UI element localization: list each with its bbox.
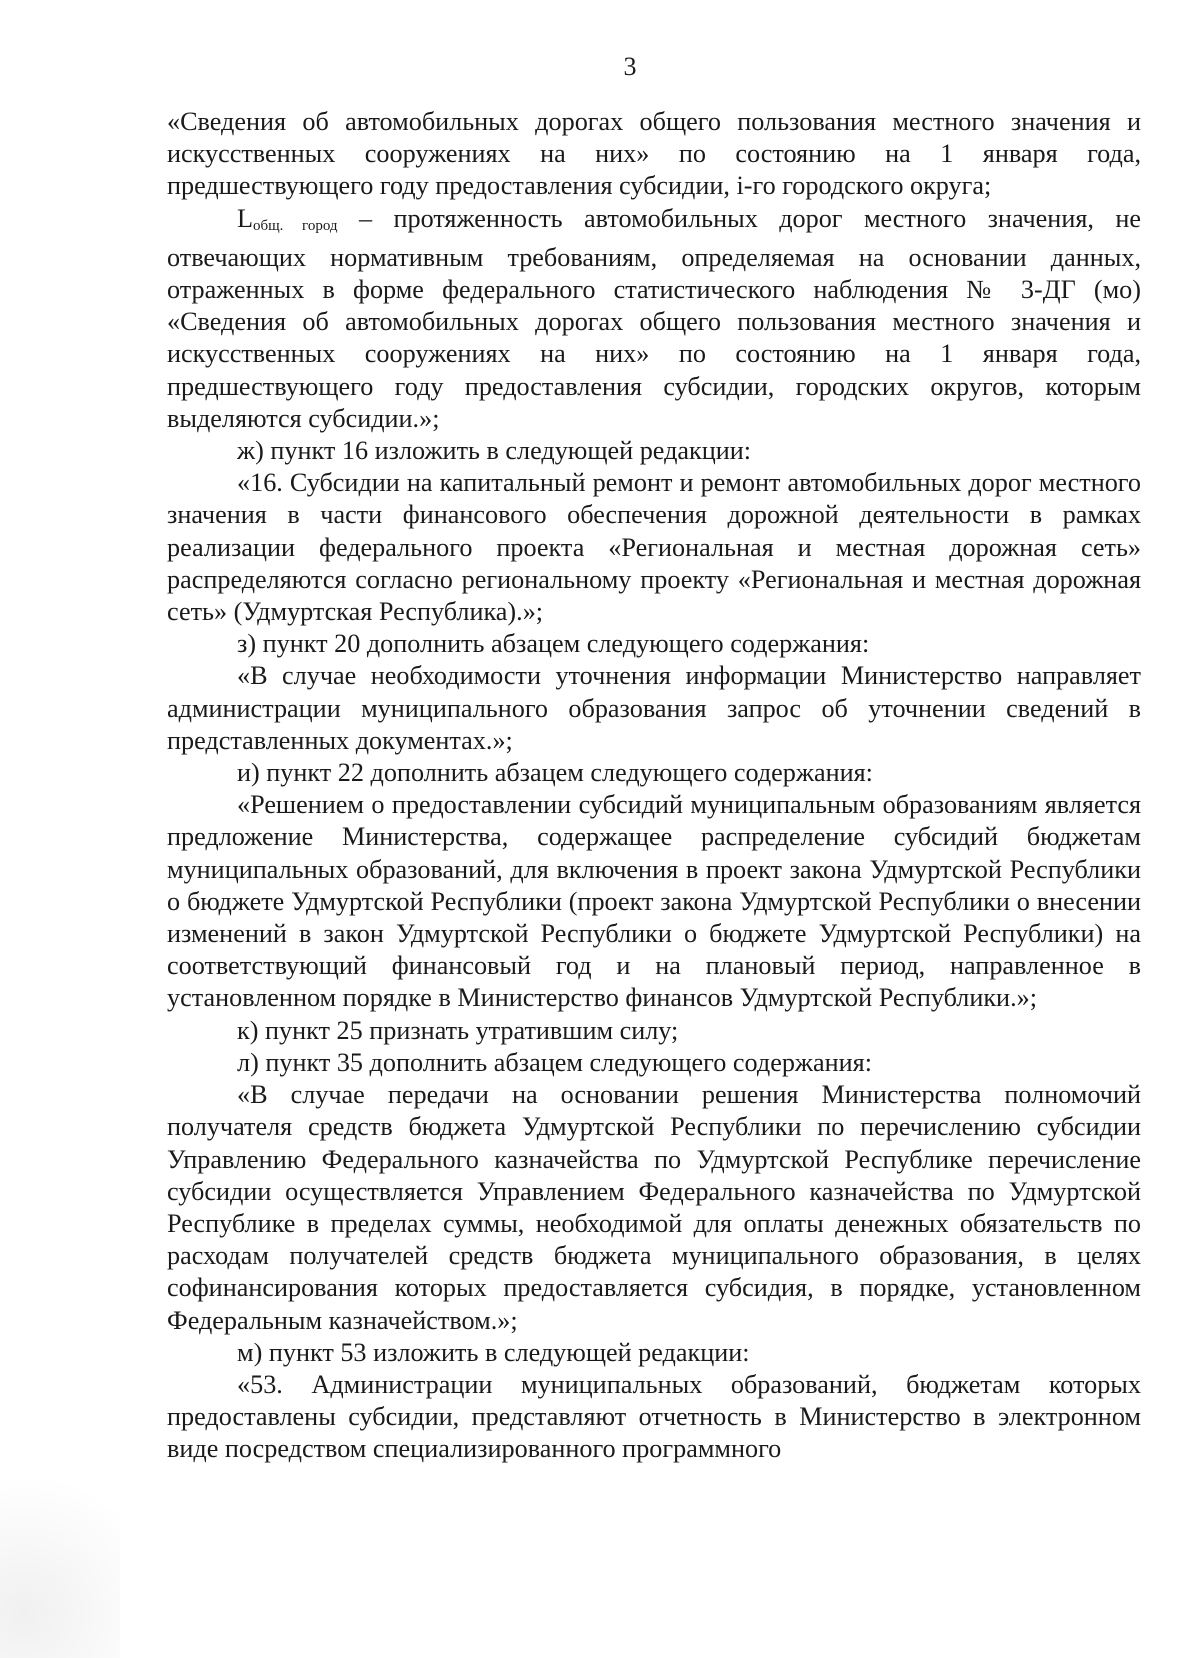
paragraph-5: «В случае необходимости уточнения информации Министерство направляет администрации муниципального образования запрос об уточнении сведений в представленных документах.»; <box>167 661 1141 755</box>
paragraph-8: к) пункт 25 признать утратившим силу; <box>237 1015 679 1045</box>
paragraph-10: «В случае передачи на основании решения Министерства полномочий получателя средств бюджета Удмуртской Республики по перечислению субсидии Управлению Федерального казначейства по Удмуртской Республике перечисление субсидии осуществляется Управлением Федерального казначейства по Удмуртской Республике в пределах суммы, необходимой для оплаты денежных обязательств по расходам получателей средств бюджета муниципального образования, в целях софинансирования которых предоставляется субсидия, в порядке, установленном Федеральным казначейством.»; <box>167 1080 1141 1335</box>
paragraph-6: и) пункт 22 дополнить абзацем следующего содержания: <box>237 758 873 788</box>
paragraph-1: – протяженность автомобильных дорог местного значения, не отвечающих нормативным требованиям, определяемая на основании данных, отраженных в форме федерального статистического наблюдения № 3-ДГ (мо) «Сведения об автомобильных дорогах общего пользования местного значения и искусственных сооружениях на них» по состоянию на 1 января года, предшествующего году предоставления субсидии, городских округов, которым выделяются субсидии.»; <box>167 203 1141 433</box>
paragraph-4: з) пункт 20 дополнить абзацем следующего содержания: <box>237 629 870 659</box>
paragraph-9: л) пункт 35 дополнить абзацем следующего содержания: <box>237 1047 872 1077</box>
paragraph-12: «53. Администрации муниципальных образований, бюджетам которых предоставлены субсидии, представляют отчетность в Министерство в электронном виде посредством специализированного программного <box>167 1369 1141 1464</box>
paragraph-3: «16. Субсидии на капитальный ремонт и ремонт автомобильных дорог местного значения в части финансового обеспечения дорожной деятельности в рамках реализации федерального проекта «Региональная и местная дорожная сеть» распределяются согласно региональному проекту «Региональная и местная дорожная сеть» (Удмуртская Республика).»; <box>167 468 1141 627</box>
page-number: 3 <box>623 52 637 81</box>
scan-artifact <box>0 1438 120 1658</box>
paragraph-7: «Решением о предоставлении субсидий муниципальным образованиям является предложение Министерства, содержащее распределение субсидий бюджетам муниципальных образований, для включения в проект закона Удмуртской Республики о бюджете Удмуртской Республики (проект закона Удмуртской Республики о внесении изменений в закон Удмуртской Республики о бюджете Удмуртской Республики) на соответствующий финансовый год и на плановый период, направленное в установленном порядке в Министерство финансов Удмуртской Республики.»; <box>167 790 1141 1013</box>
document-body <box>167 106 1141 1466</box>
formula-subscript: общ. город <box>253 217 338 234</box>
formula-symbol: L <box>237 203 253 233</box>
paragraph-0: «Сведения об автомобильных дорогах общего пользования местного значения и искусственных сооружениях на них» по состоянию на 1 января года, предшествующего году предоставления субсидии, i-го городского округа; <box>167 107 1141 201</box>
paragraph-formula-definition <box>167 203 1141 435</box>
paragraph-11: м) пункт 53 изложить в следующей редакции: <box>237 1337 750 1367</box>
paragraph-2: ж) пункт 16 изложить в следующей редакции: <box>237 436 752 466</box>
